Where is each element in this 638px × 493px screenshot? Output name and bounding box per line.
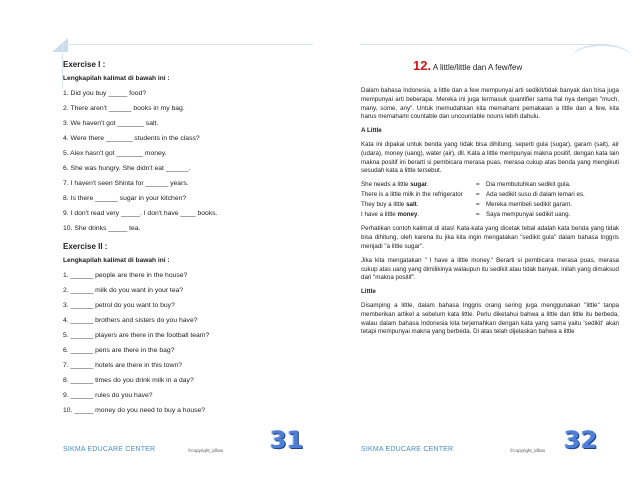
section-title-text: A little/little dan A few/few bbox=[432, 63, 523, 72]
section-title bbox=[413, 58, 522, 73]
intro-paragraph: Dalam bahasa Indonesia, a little dan a few mempunyai arti sedikit/tidak banyak dan bisa juga mempunyai arti beberapa. Mereka ini juga termasuk quantifier sama hal nya dengan "much, many, some, any". Untuk memudahkan kita memahami pemakaian a little dan a few, kita harus memahami countable dan uncountable nouns lebih dahulu. bbox=[361, 87, 619, 121]
exercise-item: 1. ______ people are there in the house? bbox=[63, 271, 188, 279]
exercise-item: 3. We haven't got _______ salt. bbox=[63, 119, 159, 127]
a-little-heading: A Little bbox=[361, 127, 382, 135]
exercise-item: 2. ______ milk do you want in your tea? bbox=[63, 286, 184, 294]
exercise-2-title: Exercise II : bbox=[63, 242, 108, 251]
section-number: 12. bbox=[413, 58, 432, 73]
exercise-item: 7. I haven't seen Shinta for ______ years. bbox=[63, 179, 189, 187]
exercise-item: 7. ______ hotels are there in this town? bbox=[63, 361, 183, 369]
example-row: There is a little milk in the refrigerator = Ada sedikit susu di dalam lemari es. bbox=[361, 190, 585, 198]
exercise-item: 6. She was hungry. She didn't eat ______. bbox=[63, 164, 191, 172]
right-page bbox=[320, 0, 638, 493]
exercise-item: 2. There aren't ______ books in my bag. bbox=[63, 104, 185, 112]
exercise-item: 1. Did you buy _____ food? bbox=[63, 89, 147, 97]
exercise-item: 4. Were there _______ students in the class? bbox=[63, 134, 200, 142]
exercise-item: 6. ______ pens are there in the bag? bbox=[63, 346, 175, 354]
lesson-body bbox=[361, 87, 619, 342]
exercise-item: 5. ______ players are there in the football team? bbox=[63, 331, 210, 339]
exercise-item: 9. I don't read very _____. I don't have ____ books. bbox=[63, 209, 218, 217]
a-little-paragraph: Kata ini dipakai untuk benda yang tidak bisa dihitung, seperti gula (sugar), garam (salt), air (udara), money (uang), water (air), dll. Kata a little mempunyai makna positif, dengan kata lain makna positif ini berarti si pembicara merasa puas, merasa cukup atas benda yang mengikuti sesudah kata a little tersebut. bbox=[361, 140, 619, 175]
footer-brand: SIKMA EDUCARE CENTER bbox=[361, 446, 454, 453]
exercise-item: 9. ______ rules do you have? bbox=[63, 391, 153, 399]
example-row: I have a little money. = Saya mempunyai sedikit uang. bbox=[361, 210, 571, 218]
page-number: 31 bbox=[270, 426, 304, 454]
exercise-2-instruction: Lengkapilah kalimat di bawah ini : bbox=[63, 257, 170, 265]
exercise-1 bbox=[63, 60, 313, 240]
exercise-item: 5. Alex hasn't got _______ money. bbox=[63, 149, 167, 157]
footer-copyright: ©copyright_idhan bbox=[188, 448, 224, 453]
example-row: She needs a little sugar. = Dia membutuhkan sedikit gula. bbox=[361, 181, 571, 189]
exercise-1-instruction: Lengkapilah kalimat di bawah ini : bbox=[63, 75, 170, 83]
little-heading: Little bbox=[361, 288, 376, 296]
exercise-item: 3. ______ petrol do you want to buy? bbox=[63, 301, 175, 309]
examples-list bbox=[361, 181, 619, 219]
footer-brand: SIKMA EDUCARE CENTER bbox=[63, 446, 156, 453]
example-row: They buy a little salt. = Mereka membeli sedikit garam. bbox=[361, 200, 572, 208]
exercise-item: 10. She drinks _____ tea. bbox=[63, 224, 141, 232]
note-paragraph-2: Jika kita mengatakan " I have a little money." Berarti si pembicara merasa puas, merasa cukup atas uang yang dimilikinya walaupun itu sedikit atau tidak banyak. inilah yang dimaksud dari "makna positif". bbox=[361, 256, 619, 282]
exercise-2 bbox=[63, 242, 313, 422]
page-swirl-decoration bbox=[572, 44, 632, 72]
exercise-1-title: Exercise I : bbox=[63, 60, 106, 69]
exercise-item: 8. Is there ______ sugar in your kitchen? bbox=[63, 194, 187, 202]
left-page bbox=[0, 0, 318, 493]
page-number: 32 bbox=[564, 426, 598, 454]
little-paragraph: Disamping a little, dalam bahasa Inggris orang sering juga menggunakan "little" tanpa memberikan artikel a sebelum kata little. Perlu diketahui bahwa a little dan little itu berbeda, walau dalam bahasa Indonesia kita terjemahkan dengan kata yang sama yaitu 'sedikit' akan tetapi mempunyai makna yang berbeda. Di atas telah dijelaskan bahwa a little bbox=[361, 301, 619, 336]
footer-copyright: ©copyright_idhan bbox=[510, 448, 546, 453]
exercise-item: 10. _____ money do you need to buy a house? bbox=[63, 406, 206, 414]
exercise-item: 8. ______ times do you drink milk in a day? bbox=[63, 376, 194, 384]
exercise-item: 4. ______ brothers and sisters do you have? bbox=[63, 316, 198, 324]
note-paragraph-1: Perhatikan contoh kalimat di atas! Kata-kata yang dicetak tebal adalah kata benda yang tidak bisa dihitung, oleh karena itu jika kita ingin mengatakan "sedikit gula" dalam bahasa Inggris menjadi "a little sugar". bbox=[361, 225, 619, 250]
